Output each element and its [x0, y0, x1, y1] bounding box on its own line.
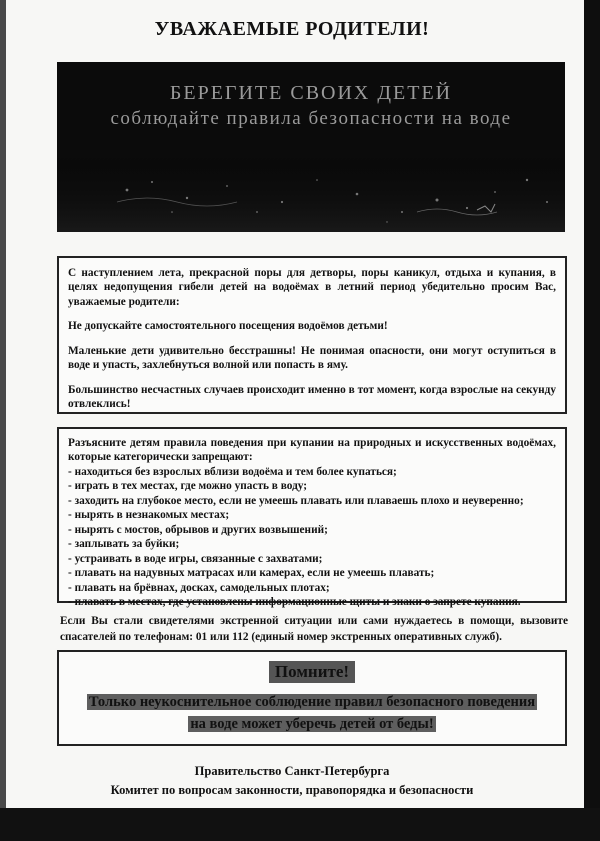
remember-line-2: на воде может уберечь детей от беды! — [190, 716, 434, 733]
footer — [0, 762, 584, 801]
banner-water-texture — [57, 62, 565, 232]
rule-item: - играть в тех местах, где можно упасть в воду; — [68, 480, 308, 493]
banner-line-2: соблюдайте правила безопасности на воде — [110, 108, 512, 129]
scan-edge-shadow — [0, 0, 6, 812]
rule-item: - находиться без взрослых вблизи водоёма и тем более купаться; — [68, 465, 397, 478]
scan-right-border — [584, 0, 600, 841]
banner-image — [57, 62, 565, 232]
rules-list — [68, 465, 556, 610]
scan-bottom-border — [0, 808, 600, 841]
rules-box — [57, 427, 567, 608]
intro-paragraph-1: С наступлением лета, прекрасной поры для детворы, поры каникул, отдыха и купания, в целях недопущения гибели детей на водоёмах в летний период убедительно просим Вас, уважаемые родители: — [68, 267, 556, 308]
rule-item: - плавать на брёвнах, досках, самодельных плотах; — [68, 581, 330, 594]
rules-intro: Разъясните детям правила поведения при купании на природных и искусственных водоёмах, которые категорически запрещают: — [68, 437, 556, 464]
intro-paragraph-4: Большинство несчастных случаев происходит именно в тот момент, когда взрослые на секунду отвлеклись! — [68, 383, 556, 411]
remember-heading: Помните! — [269, 661, 355, 683]
banner-line-1: БЕРЕГИТЕ СВОИХ ДЕТЕЙ — [169, 82, 453, 104]
rule-item: - устраивать в воде игры, связанные с захватами; — [68, 552, 323, 565]
rule-item: - нырять в незнакомых местах; — [68, 509, 230, 522]
remember-message — [67, 691, 557, 736]
footer-government: Правительство Санкт-Петербурга — [194, 764, 390, 778]
rule-item: - нырять с мостов, обрывов и других возвышений; — [68, 523, 328, 536]
rule-item: - плавать в местах, где установлены информационные щиты и знаки о запрете купания. — [68, 595, 521, 608]
rule-item: - заплывать за буйки; — [68, 538, 180, 551]
remember-box — [57, 650, 567, 746]
intro-paragraph-3: Маленькие дети удивительно бесстрашны! Не понимая опасности, они могут оступиться в воде и упасть, захлебнуться волной или попасть в яму. — [68, 344, 556, 372]
emergency-contacts: Если Вы стали свидетелями экстренной ситуации или сами нуждаетесь в помощи, вызовите спасателей по телефонам: 01 или 112 (единый номер экстренных оперативных служб). — [60, 615, 568, 643]
page-title: УВАЖАЕМЫЕ РОДИТЕЛИ! — [154, 18, 430, 40]
remember-line-1: Только неукоснительное соблюдение правил безопасного поведения — [88, 694, 536, 710]
rule-item: - плавать на надувных матрасах или камерах, если не умеешь плавать; — [68, 567, 435, 580]
footer-committee: Комитет по вопросам законности, правопорядка и безопасности — [110, 783, 474, 798]
rule-item: - заходить на глубокое место, если не умеешь плавать или плаваешь плохо и неуверенно; — [68, 494, 524, 507]
intro-box — [57, 256, 567, 414]
intro-paragraph-2: Не допускайте самостоятельного посещения водоёмов детьми! — [68, 320, 388, 333]
